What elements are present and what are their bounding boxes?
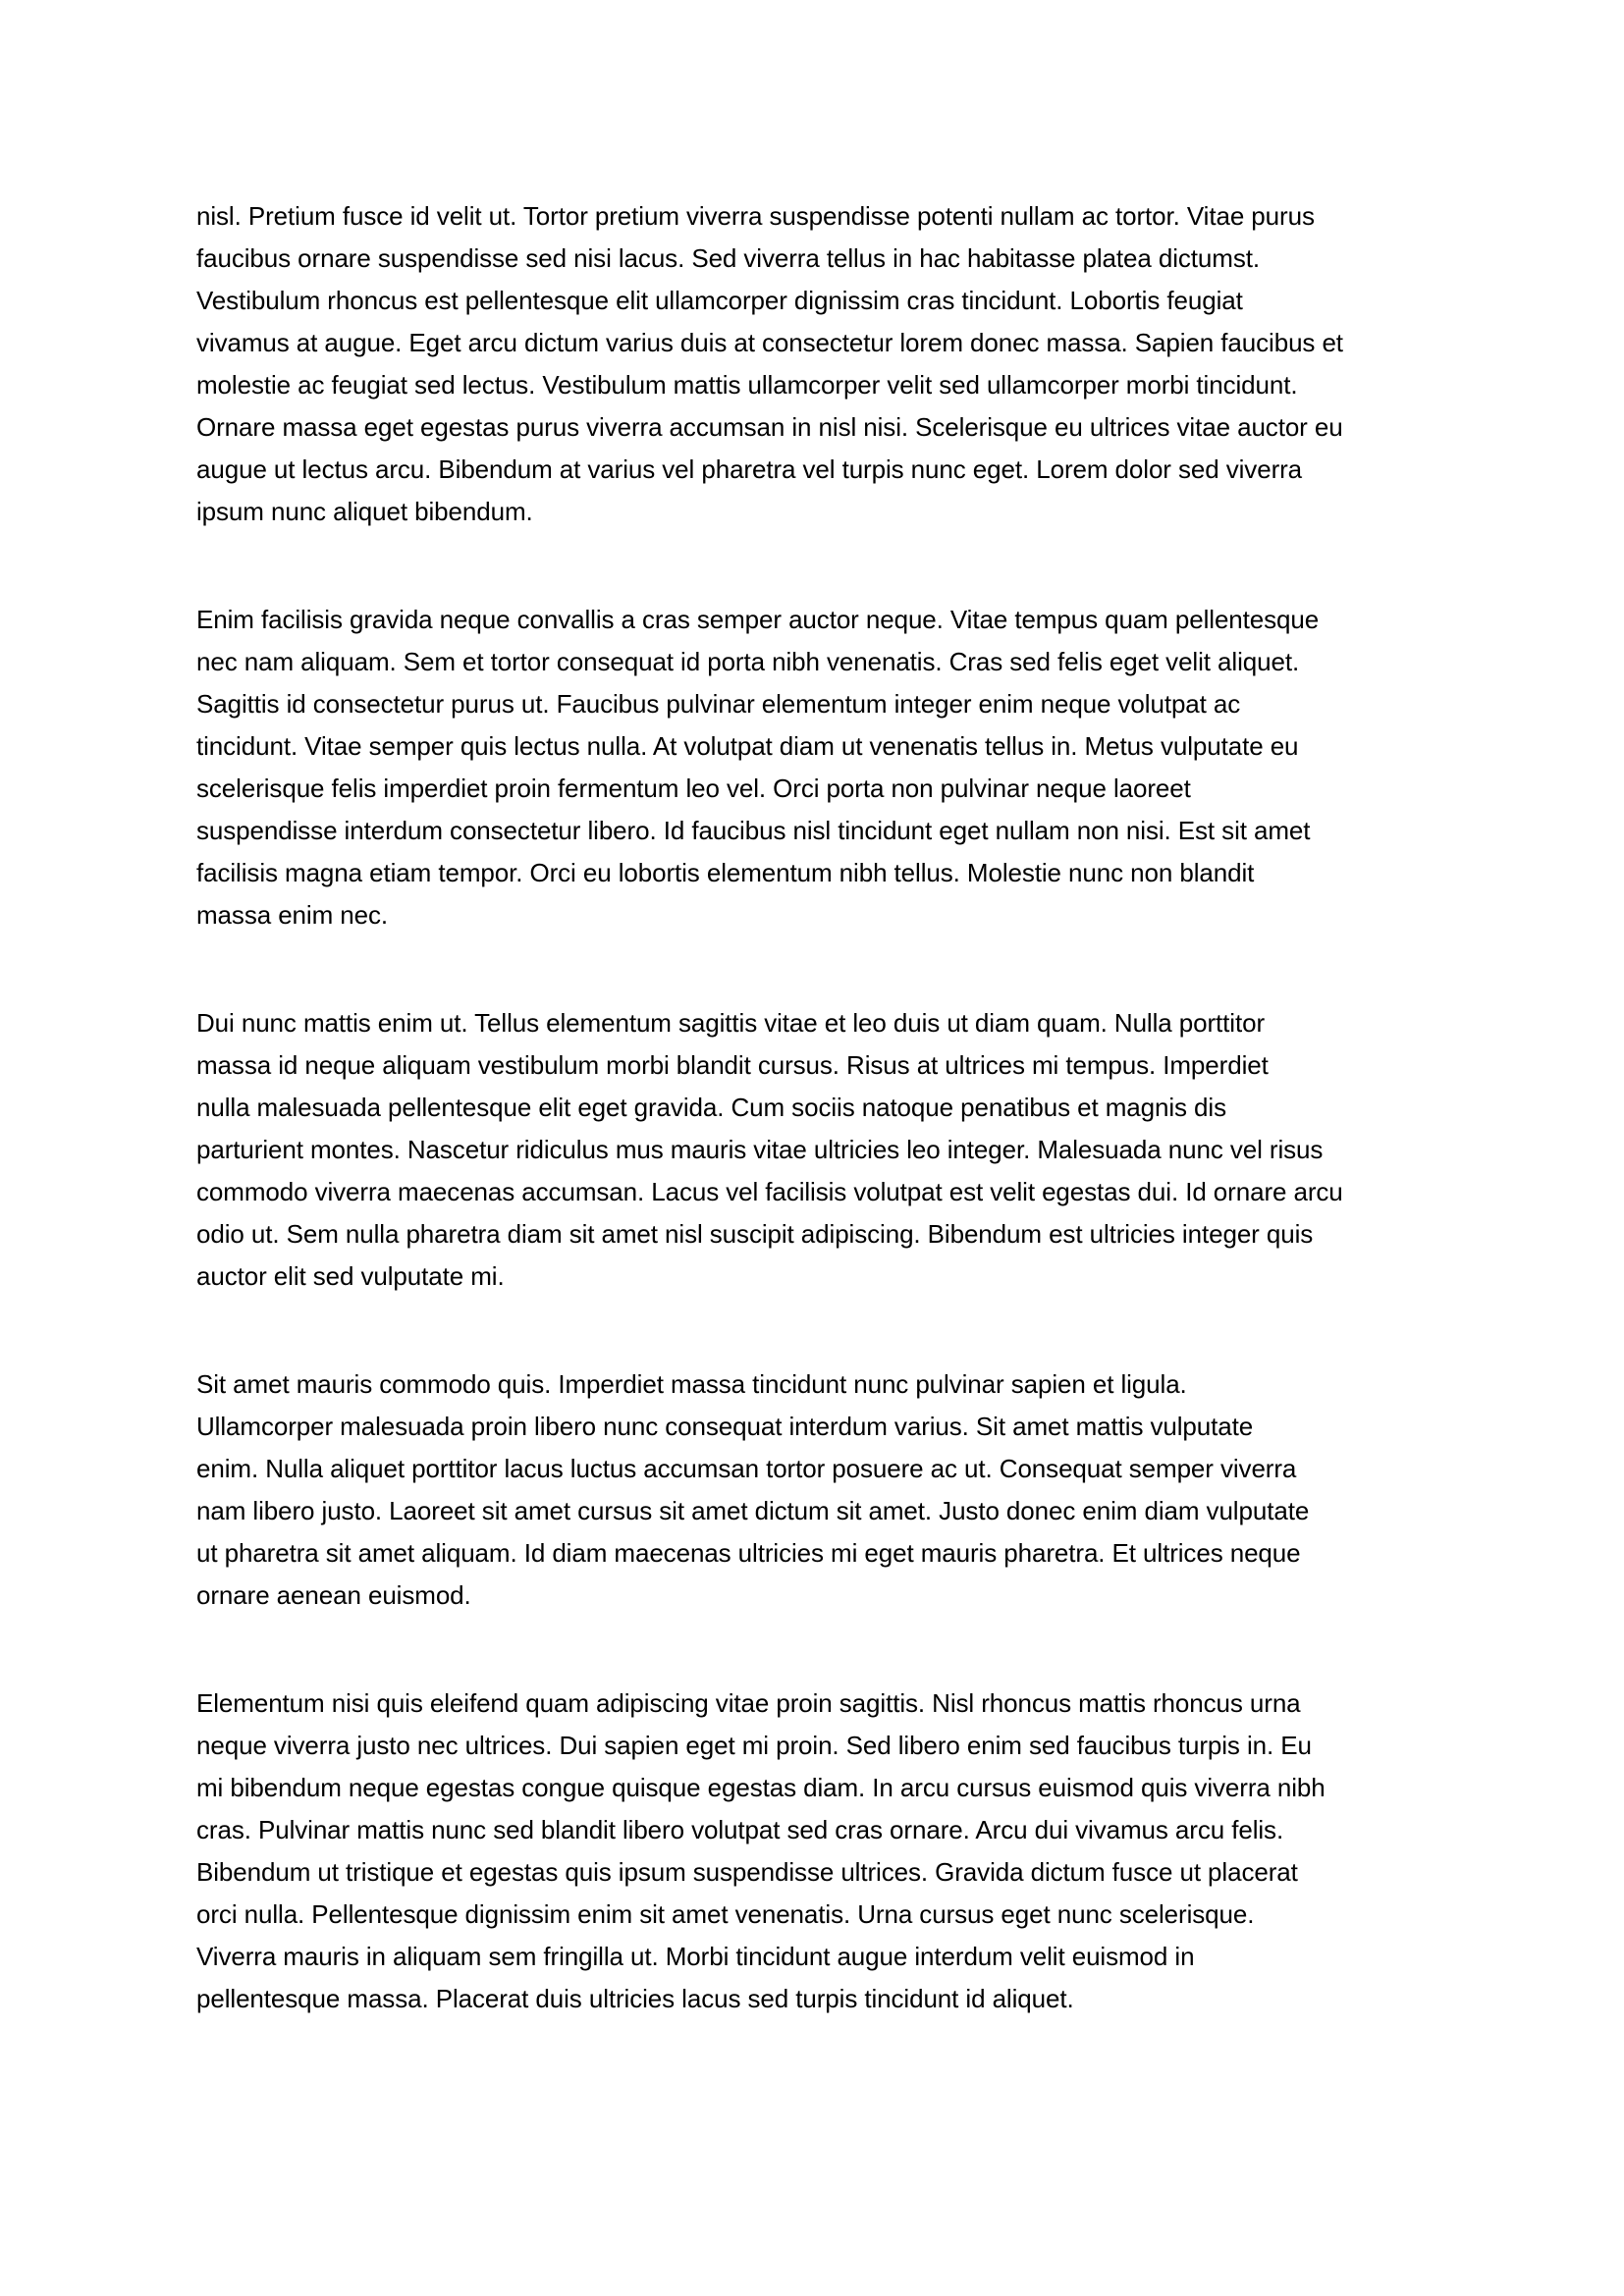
text-line: suspendisse interdum consectetur libero. Id faucibus nisl tincidunt eget nullam non nisi. Est sit amet (196, 816, 1311, 845)
paragraph (196, 195, 1430, 533)
text-line: nec nam aliquam. Sem et tortor consequat id porta nibh venenatis. Cras sed felis eget velit aliquet. (196, 647, 1300, 676)
text-line: augue ut lectus arcu. Bibendum at varius vel pharetra vel turpis nunc eget. Lorem dolor sed viverra (196, 454, 1303, 484)
text-line: Sit amet mauris commodo quis. Imperdiet massa tincidunt nunc pulvinar sapien et ligula. (196, 1369, 1187, 1399)
text-line: nisl. Pretium fusce id velit ut. Tortor pretium viverra suspendisse potenti nullam ac tortor. Vitae purus (196, 201, 1315, 231)
text-line: scelerisque felis imperdiet proin fermentum leo vel. Orci porta non pulvinar neque laoreet (196, 774, 1191, 803)
text-line: massa enim nec. (196, 900, 389, 930)
text-line: Dui nunc mattis enim ut. Tellus elementum sagittis vitae et leo duis ut diam quam. Nulla porttitor (196, 1008, 1266, 1038)
text-line: pellentesque massa. Placerat duis ultricies lacus sed turpis tincidunt id aliquet. (196, 1984, 1074, 2013)
text-line: Ullamcorper malesuada proin libero nunc consequat interdum varius. Sit amet mattis vulputate (196, 1412, 1254, 1441)
text-line: Elementum nisi quis eleifend quam adipiscing vitae proin sagittis. Nisl rhoncus mattis rhoncus urna (196, 1688, 1301, 1718)
text-line: ipsum nunc aliquet bibendum. (196, 497, 533, 526)
text-line: enim. Nulla aliquet porttitor lacus luctus accumsan tortor posuere ac ut. Consequat semper viverra (196, 1454, 1297, 1483)
text-line: Enim facilisis gravida neque convallis a cras semper auctor neque. Vitae tempus quam pellentesque (196, 605, 1320, 634)
text-line: auctor elit sed vulputate mi. (196, 1261, 505, 1291)
text-line: Bibendum ut tristique et egestas quis ipsum suspendisse ultrices. Gravida dictum fusce ut placerat (196, 1857, 1298, 1887)
text-line: Viverra mauris in aliquam sem fringilla ut. Morbi tincidunt augue interdum velit euismod in (196, 1942, 1195, 1971)
paragraph (196, 1002, 1430, 1298)
text-line: tincidunt. Vitae semper quis lectus nulla. At volutpat diam ut venenatis tellus in. Metus vulputate eu (196, 731, 1299, 761)
text-line: odio ut. Sem nulla pharetra diam sit amet nisl suscipit adipiscing. Bibendum est ultricies integer quis (196, 1219, 1314, 1249)
text-line: nulla malesuada pellentesque elit eget gravida. Cum sociis natoque penatibus et magnis dis (196, 1093, 1226, 1122)
text-line: faucibus ornare suspendisse sed nisi lacus. Sed viverra tellus in hac habitasse platea dictumst. (196, 243, 1260, 273)
paragraph (196, 1363, 1430, 1617)
text-line: parturient montes. Nascetur ridiculus mus mauris vitae ultricies leo integer. Malesuada nunc vel risus (196, 1135, 1324, 1164)
text-line: mi bibendum neque egestas congue quisque egestas diam. In arcu cursus euismod quis viverra nibh (196, 1773, 1326, 1802)
text-line: molestie ac feugiat sed lectus. Vestibulum mattis ullamcorper velit sed ullamcorper morbi tincidunt. (196, 370, 1298, 400)
paragraph (196, 1682, 1430, 2020)
text-line: ut pharetra sit amet aliquam. Id diam maecenas ultricies mi eget mauris pharetra. Et ultrices neque (196, 1538, 1301, 1568)
document-text-area (196, 195, 1430, 2020)
text-line: commodo viverra maecenas accumsan. Lacus vel facilisis volutpat est velit egestas dui. Id ornare arcu (196, 1177, 1343, 1206)
text-line: neque viverra justo nec ultrices. Dui sapien eget mi proin. Sed libero enim sed faucibus turpis in. Eu (196, 1731, 1312, 1760)
text-line: vivamus at augue. Eget arcu dictum varius duis at consectetur lorem donec massa. Sapien faucibus et (196, 328, 1343, 357)
text-line: nam libero justo. Laoreet sit amet cursus sit amet dictum sit amet. Justo donec enim diam vulputate (196, 1496, 1310, 1525)
text-line: Vestibulum rhoncus est pellentesque elit ullamcorper dignissim cras tincidunt. Lobortis feugiat (196, 286, 1243, 315)
text-line: Ornare massa eget egestas purus viverra accumsan in nisl nisi. Scelerisque eu ultrices vitae auctor eu (196, 412, 1343, 442)
paragraph (196, 599, 1430, 936)
text-line: orci nulla. Pellentesque dignissim enim sit amet venenatis. Urna cursus eget nunc scelerisque. (196, 1899, 1255, 1929)
text-line: cras. Pulvinar mattis nunc sed blandit libero volutpat sed cras ornare. Arcu dui vivamus arcu felis. (196, 1815, 1284, 1844)
text-line: massa id neque aliquam vestibulum morbi blandit cursus. Risus at ultrices mi tempus. Imperdiet (196, 1050, 1269, 1080)
text-line: Sagittis id consectetur purus ut. Faucibus pulvinar elementum integer enim neque volutpat ac (196, 689, 1241, 719)
text-line: ornare aenean euismod. (196, 1580, 471, 1610)
text-line: facilisis magna etiam tempor. Orci eu lobortis elementum nibh tellus. Molestie nunc non blandit (196, 858, 1255, 887)
